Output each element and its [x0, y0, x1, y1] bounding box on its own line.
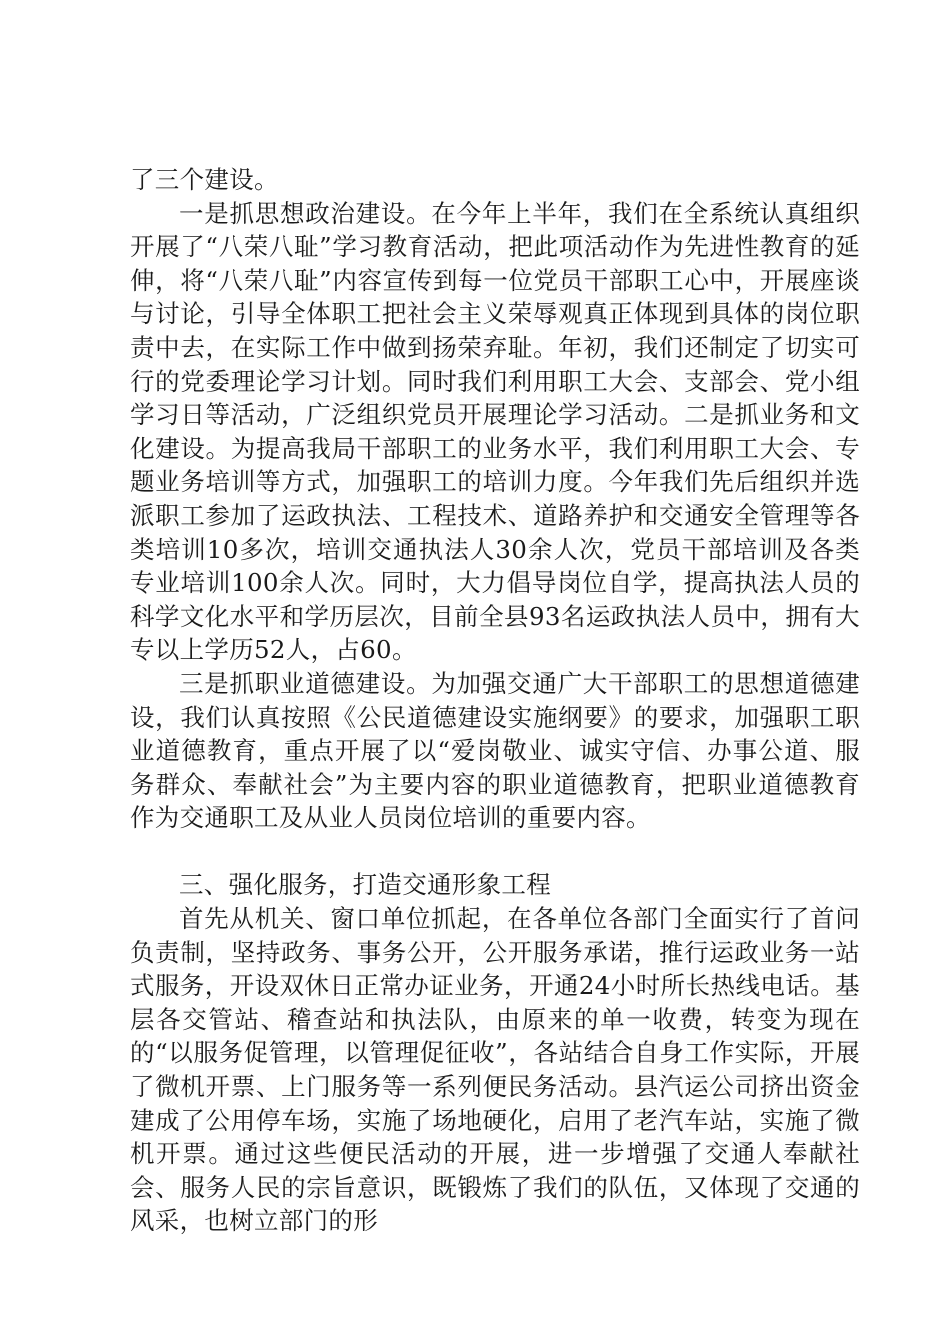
paragraph-professional-ethics: 三是抓职业道德建设。为加强交通广大干部职工的思想道德建设，我们认真按照《公民道德建设实施纲要》的要求，加强职工职业道德教育，重点开展了以“爱岗敬业、诚实守信、办事公道、服务群众、奉献社会”为主要内容的职业道德教育，把职业道德教育作为交通职工及从业人员岗位培训的重要内容。 — [130, 668, 860, 833]
paragraph-continuation: 了三个建设。 — [130, 165, 279, 194]
document-body — [130, 163, 860, 1238]
paragraph-ideological-construction: 一是抓思想政治建设。在今年上半年，我们在全系统认真组织开展了“八荣八耻”学习教育活动，把此项活动作为先进性教育的延伸，将“八荣八耻”内容宣传到每一位党员干部职工心中，开展座谈与讨论，引导全体职工把社会主义荣辱观真正体现到具体的岗位职责中去，在实际工作中做到扬荣弃耻。年初，我们还制定了切实可行的党委理论学习计划。同时我们利用职工大会、支部会、党小组学习日等活动，广泛组织党员开展理论学习活动。二是抓业务和文化建设。为提高我局干部职工的业务水平，我们利用职工大会、专题业务培训等方式，加强职工的培训力度。今年我们先后组织并选派职工参加了运政执法、工程技术、道路养护和交通安全管理等各类培训10多次，培训交通执法人30余人次，党员干部培训及各类专业培训100余人次。同时，大力倡导岗位自学，提高执法人员的科学文化水平和学历层次，目前全县93名运政执法人员中，拥有大专以上学历52人，占60。 — [130, 198, 860, 665]
paragraph-service-image: 首先从机关、窗口单位抓起，在各单位各部门全面实行了首问负责制，坚持政务、事务公开，公开服务承诺，推行运政业务一站式服务，开设双休日正常办证业务，开通24小时所长热线电话。基层各交管站、稽查站和执法队，由原来的单一收费，转变为现在的“以服务促管理，以管理促征收”，各站结合自身工作实际，开展了微机开票、上门服务等一系列便民务活动。县汽运公司挤出资金建成了公用停车场，实施了场地硬化，启用了老汽车站，实施了微机开票。通过这些便民活动的开展，进一步增强了交通人奉献社会、服务人民的宗旨意识，既锻炼了我们的队伍，又体现了交通的风采，也树立部门的形 — [130, 904, 860, 1236]
section-heading: 三、强化服务，打造交通形象工程 — [179, 870, 551, 900]
